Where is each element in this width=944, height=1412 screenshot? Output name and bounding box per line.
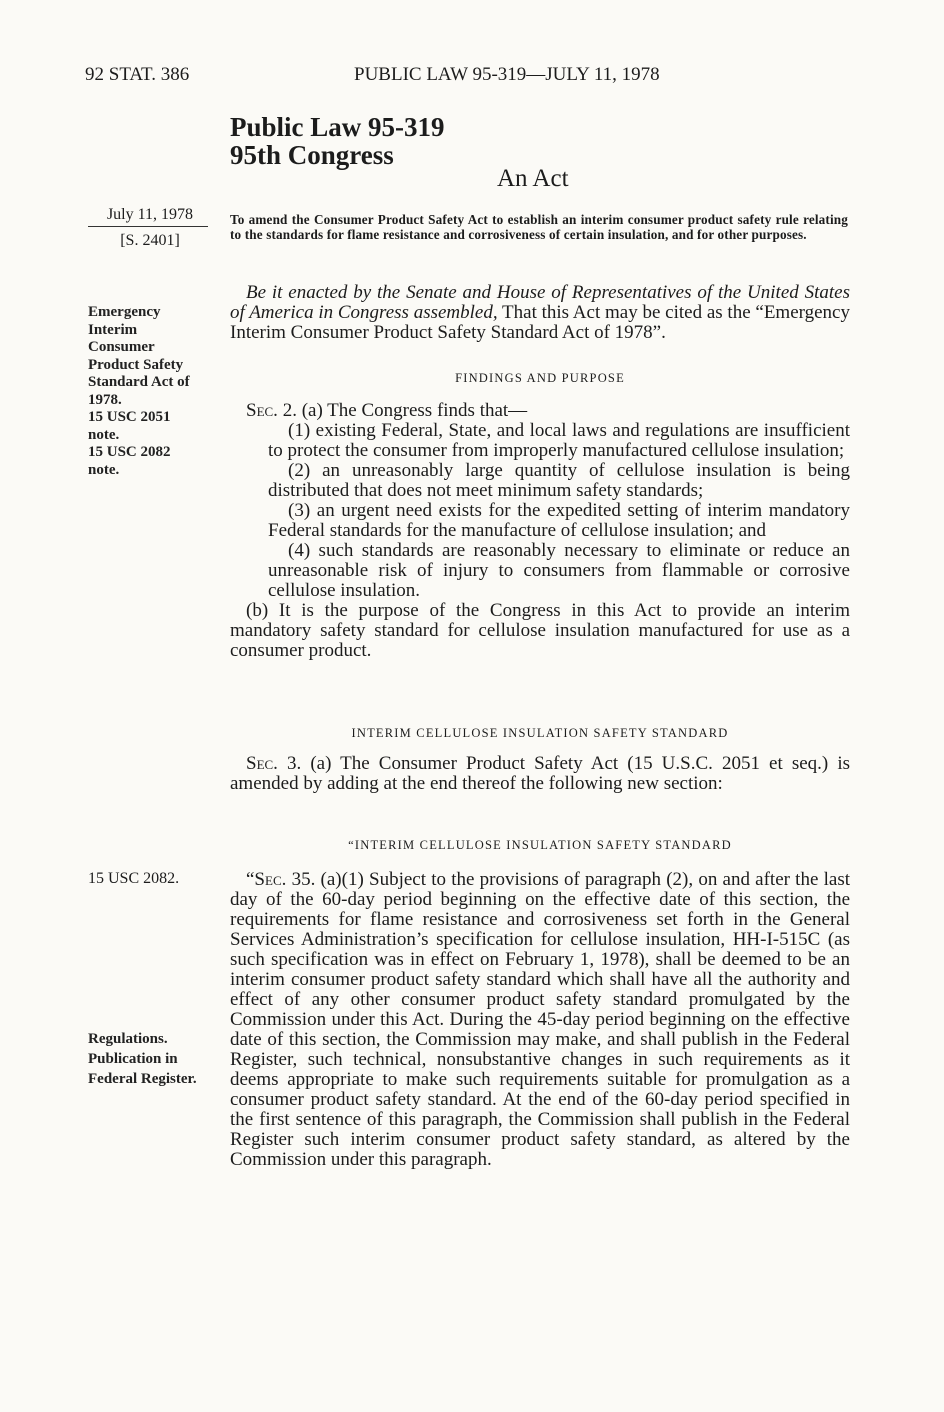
margin-note-line: note.	[88, 426, 120, 443]
margin-note-short-title	[88, 304, 218, 479]
margin-note-line: Publication in	[88, 1051, 178, 1067]
margin-note-line: 15 USC 2051	[88, 409, 171, 425]
finding-2: (2) an unreasonably large quantity of cellulose insulation is being distributed that does not meet minimum safety standards;	[268, 460, 850, 501]
sec-label: “Sec.	[246, 869, 287, 890]
finding-1: (1) existing Federal, State, and local laws and regulations are insufficient to protect the consumer from improperly manufactured cellulose insulation;	[268, 420, 850, 461]
finding-3: (3) an urgent need exists for the expedited setting of interim mandatory Federal standards for the manufacture of cellulose insulation; and	[268, 500, 850, 541]
margin-note-regulations	[88, 1029, 228, 1089]
date-rule	[88, 226, 208, 227]
sec-label: Sec.	[246, 400, 278, 421]
margin-note-line: Standard Act of	[88, 374, 190, 390]
section-35	[230, 870, 850, 1170]
short-title-text: That this Act may be cited as the “Emergency Interim Consumer Product Safety Standard Act of 1978”.	[230, 302, 850, 343]
sec-label: Sec.	[246, 753, 278, 774]
margin-note-line: Product Safety	[88, 356, 184, 373]
law-title: Public Law 95-319	[230, 112, 445, 142]
margin-note-usc: 15 USC 2082.	[88, 870, 180, 887]
margin-note-line: 15 USC 2082	[88, 444, 171, 460]
margin-note-line: note.	[88, 461, 120, 478]
stat-reference: 92 STAT. 386	[85, 64, 190, 85]
margin-note-line: 1978.	[88, 391, 122, 408]
finding-4: (4) such standards are reasonably necessary to eliminate or reduce an unreasonable risk of injury to consumers from flammable or corrosive cellulose insulation.	[268, 540, 850, 601]
an-act-title: An Act	[497, 165, 569, 192]
margin-note-line: Emergency	[88, 304, 161, 320]
heading-interim-quoted: “INTERIM CELLULOSE INSULATION SAFETY STANDARD	[348, 838, 732, 852]
act-purpose: To amend the Consumer Product Safety Act to establish an interim consumer product safety rule relating to the standards for flame resistance and corrosiveness of certain insulation, and for other purposes.	[230, 212, 848, 242]
section-3	[230, 754, 850, 794]
sec3-text: 3. (a) The Consumer Product Safety Act (15 U.S.C. 2051 et seq.) is amended by adding at the end thereof the following new section:	[230, 753, 850, 794]
running-title: PUBLIC LAW 95-319—JULY 11, 1978	[354, 64, 660, 85]
bill-number: [S. 2401]	[120, 232, 180, 249]
heading-findings: FINDINGS AND PURPOSE	[455, 371, 625, 385]
enacting-formula: Be it enacted by the Senate and House of Representatives of the United States of America in Congress assembled,	[230, 282, 850, 323]
margin-note-line: Consumer	[88, 339, 155, 355]
sec2-intro: 2. (a) The Congress finds that—	[277, 400, 528, 421]
congress-title: 95th Congress	[230, 140, 394, 170]
margin-note-line: Federal Register.	[88, 1071, 197, 1087]
heading-interim: INTERIM CELLULOSE INSULATION SAFETY STANDARD	[351, 726, 729, 740]
margin-note-line: Regulations.	[88, 1031, 168, 1047]
section-2	[230, 401, 850, 661]
margin-note-line: Interim	[88, 321, 138, 338]
sec35-text: 35. (a)(1) Subject to the provisions of paragraph (2), on and after the last day of the 60-day period beginning on the effective date of this section, the requirements for flame resistance and corrosiveness set forth in the General Services Administration’s specification for cellulose insulation, HH-I-515C (as such specification was in effect on February 1, 1978), shall be deemed to be an interim consumer product safety standard which shall have all the authority and effect of any other consumer product safety standard promulgated by the Commission under this Act. During the 45-day period beginning on the effective date of this section, the Commission may make, and shall publish in the Federal Register, such technical, nonsubstantive changes in such requirements as it deems appropriate to make such requirements suitable for promulgation as a consumer product safety standard. At the end of the 60-day period specified in the first sentence of this paragraph, the Commission shall publish in the Federal Register such interim consumer product safety standard, as altered by the Commission under this paragraph.	[230, 869, 850, 1170]
enacting-clause	[230, 283, 850, 343]
enactment-date: July 11, 1978	[106, 206, 194, 223]
purpose-b: (b) It is the purpose of the Congress in this Act to provide an interim mandatory safety standard for cellulose insulation manufactured for use as a consumer product.	[230, 600, 850, 661]
